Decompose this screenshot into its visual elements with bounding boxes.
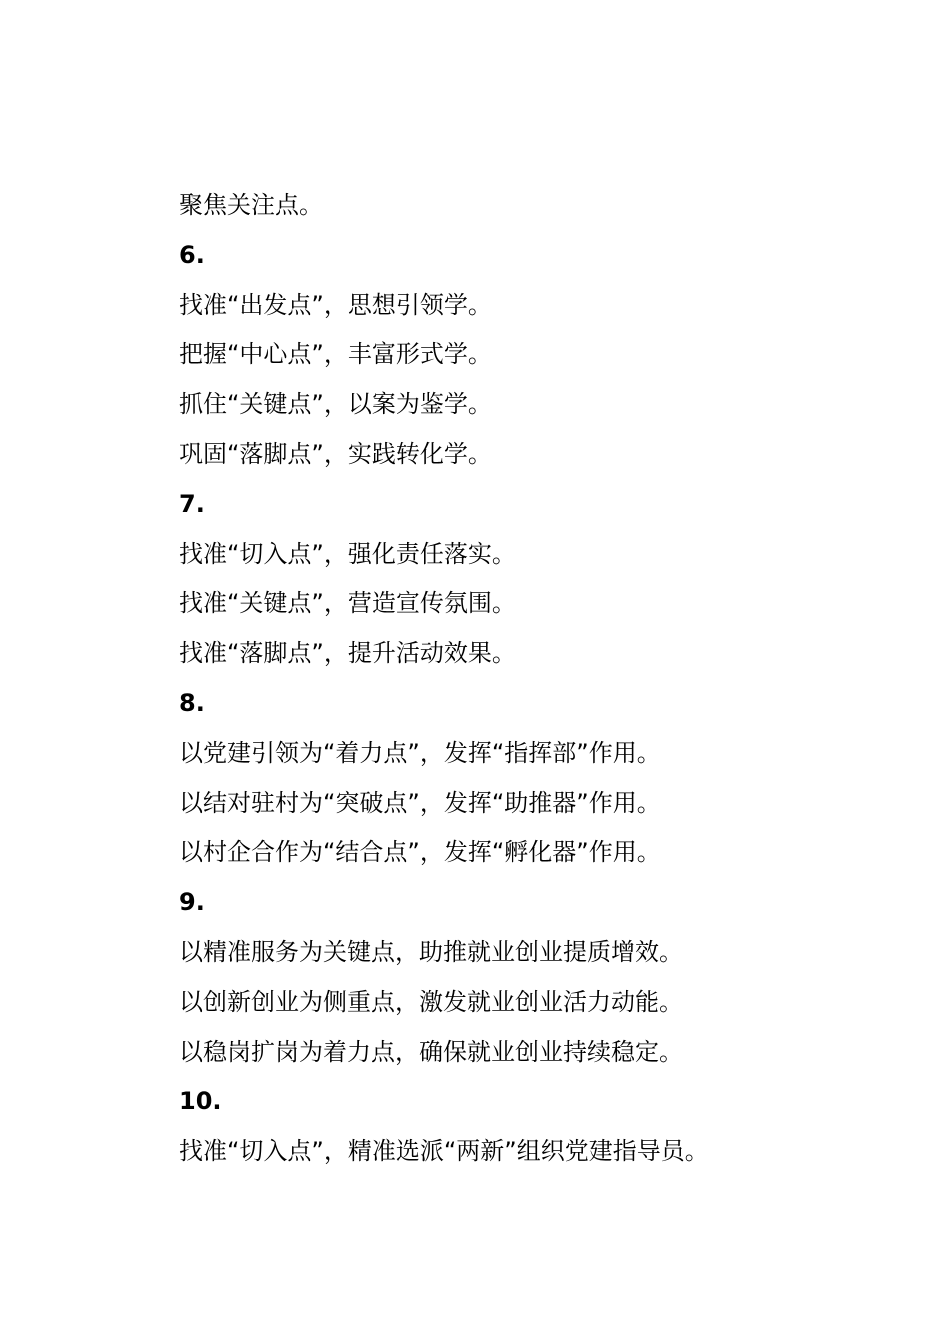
document-body: [179, 181, 879, 1177]
text-line: 找准“切入点”，精准选派“两新”组织党建指导员。: [179, 1137, 709, 1166]
text-line: 以稳岗扩岗为着力点，确保就业创业持续稳定。: [179, 1037, 683, 1066]
text-line: 聚焦关注点。: [179, 191, 323, 219]
text-line: 以结对驻村为“突破点”，发挥“助推器”作用。: [179, 788, 661, 817]
text-line: 把握“中心点”，丰富形式学。: [179, 340, 492, 369]
section-number: 8.: [179, 688, 205, 717]
text-line: 以创新创业为侧重点，激发就业创业活力动能。: [179, 987, 683, 1016]
text-line: 以村企合作为“结合点”，发挥“孵化器”作用。: [179, 838, 661, 867]
text-line: 以党建引领为“着力点”，发挥“指挥部”作用。: [179, 738, 661, 767]
text-line: 找准“落脚点”，提升活动效果。: [179, 639, 516, 668]
section-number: 10.: [179, 1087, 222, 1116]
text-line: 找准“切入点”，强化责任落实。: [179, 539, 516, 568]
text-line: 找准“关键点”，营造宣传氛围。: [179, 589, 516, 618]
section-number: 6.: [179, 240, 205, 269]
text-line: 巩固“落脚点”，实践转化学。: [179, 439, 492, 468]
section-number: 9.: [179, 888, 205, 917]
text-line: 以精准服务为关键点，助推就业创业提质增效。: [179, 937, 683, 966]
text-line: 找准“出发点”，思想引领学。: [179, 290, 492, 319]
text-line: 抓住“关键点”，以案为鉴学。: [179, 390, 492, 419]
section-number: 7.: [179, 489, 205, 518]
